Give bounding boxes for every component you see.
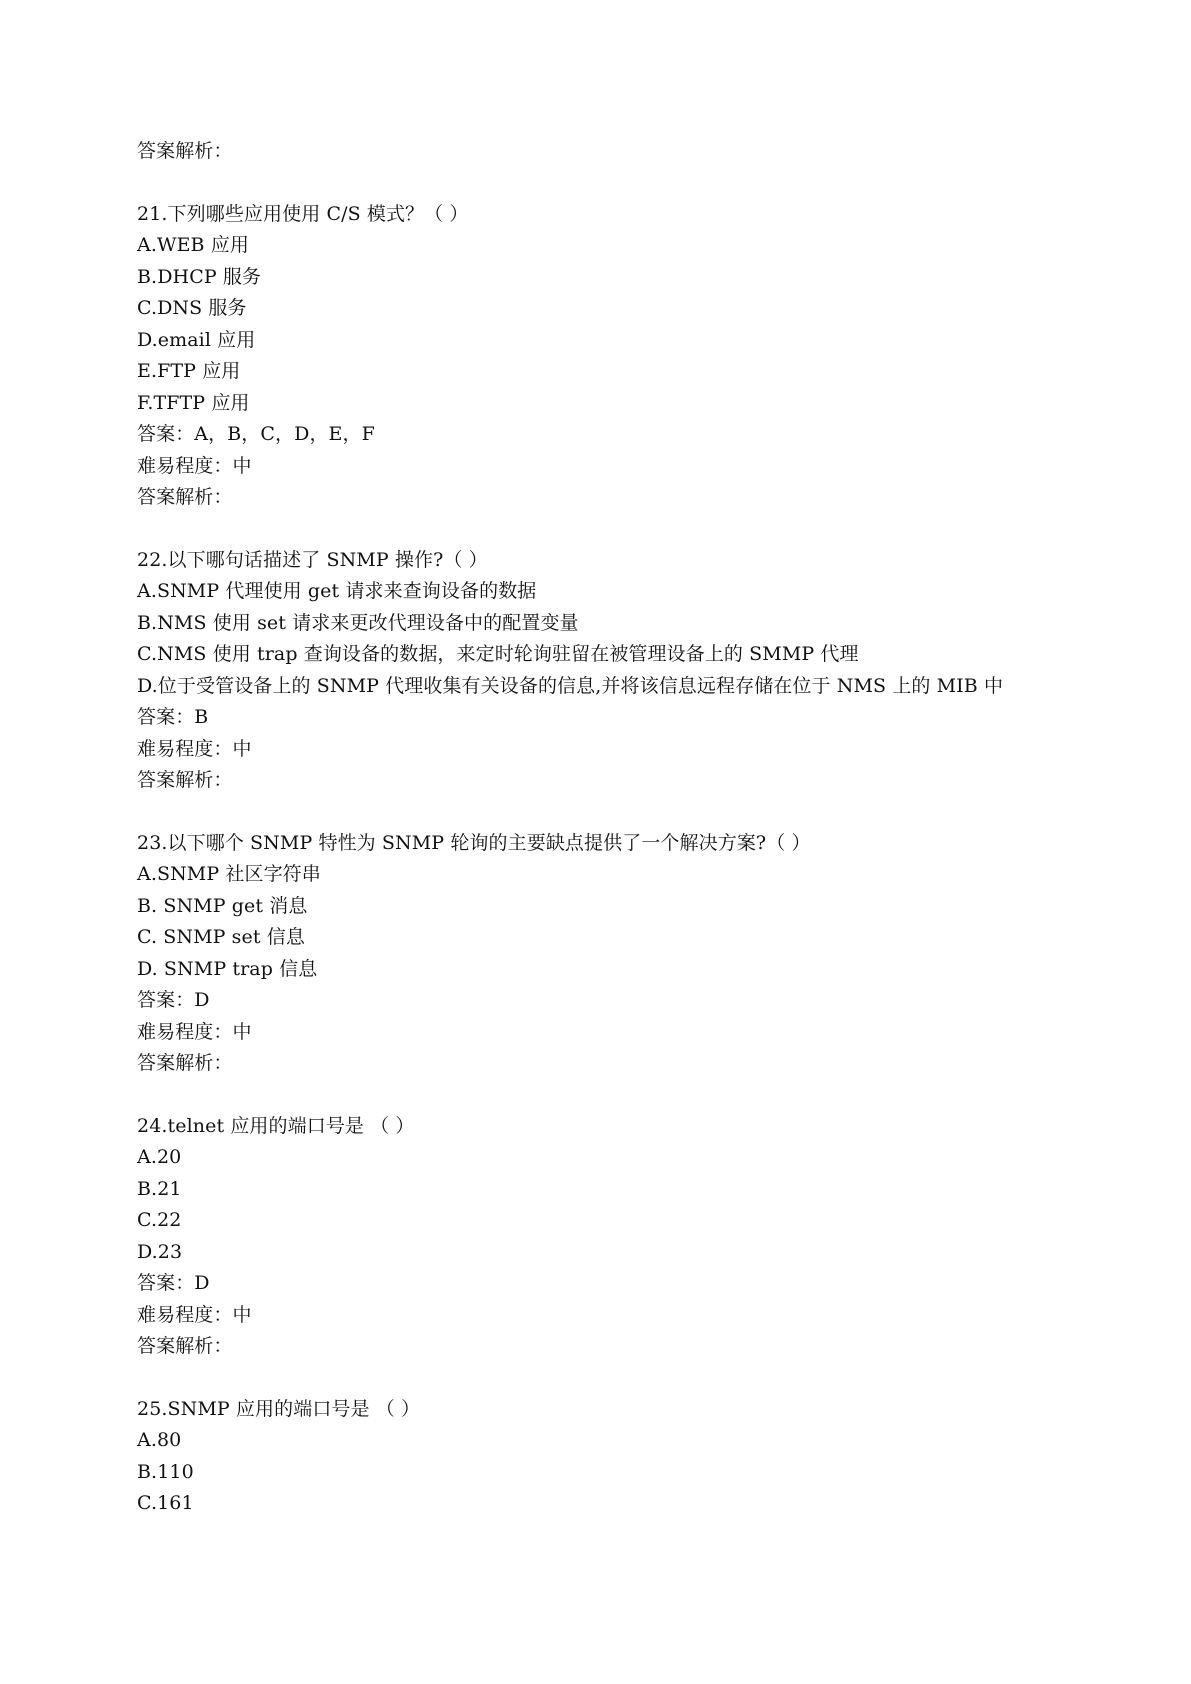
option-a: A.WEB 应用 [137, 234, 249, 256]
option-e: E.FTP 应用 [137, 360, 241, 382]
option-f: F.TFTP 应用 [137, 391, 250, 414]
option-b: B. SNMP get 消息 [137, 894, 308, 917]
option-b: B.21 [137, 1177, 182, 1200]
previous-question-tail [137, 136, 1067, 168]
option-c: C.22 [137, 1209, 182, 1231]
question-23 [137, 828, 1067, 1080]
explanation-label: 答案解析： [137, 1052, 233, 1074]
option-a: A.20 [137, 1146, 182, 1168]
question-25 [137, 1394, 1067, 1520]
option-c: C.NMS 使用 trap 查询设备的数据，来定时轮询驻留在被管理设备上的 SMMP 代理 [137, 643, 859, 665]
page-content [137, 136, 1067, 1520]
question-21 [137, 199, 1067, 514]
explanation-label: 答案解析： [137, 486, 233, 508]
option-a: A.80 [137, 1429, 182, 1451]
question-stem: 21.下列哪些应用使用 C/S 模式？（ ） [137, 202, 469, 225]
option-a: A.SNMP 代理使用 get 请求来查询设备的数据 [137, 580, 537, 602]
option-b: B.NMS 使用 set 请求来更改代理设备中的配置变量 [137, 611, 579, 634]
explanation-label: 答案解析： [137, 140, 233, 162]
option-b: B.110 [137, 1460, 194, 1483]
answer-line: 答案：D [137, 989, 210, 1011]
answer-line: 答案：B [137, 706, 209, 728]
option-b: B.DHCP 服务 [137, 265, 262, 288]
option-d: D.23 [137, 1240, 183, 1263]
question-22 [137, 545, 1067, 797]
question-stem: 22.以下哪句话描述了 SNMP 操作?（ ） [137, 548, 488, 571]
option-d: D.email 应用 [137, 328, 256, 351]
option-c: C.161 [137, 1492, 194, 1514]
difficulty-line: 难易程度：中 [137, 1303, 252, 1326]
option-d: D.位于受管设备上的 SNMP 代理收集有关设备的信息,并将该信息远程存储在位于 NMS 上的 MIB 中 [137, 674, 1004, 697]
answer-line: 答案：D [137, 1272, 210, 1294]
explanation-label: 答案解析： [137, 769, 233, 791]
difficulty-line: 难易程度：中 [137, 1020, 252, 1043]
option-c: C. SNMP set 信息 [137, 926, 305, 948]
question-stem: 25.SNMP 应用的端口号是 （ ） [137, 1397, 421, 1420]
question-stem: 24.telnet 应用的端口号是 （ ） [137, 1114, 415, 1137]
explanation-label: 答案解析： [137, 1335, 233, 1357]
difficulty-line: 难易程度：中 [137, 454, 252, 477]
answer-line: 答案：A，B，C，D，E，F [137, 423, 375, 445]
option-d: D. SNMP trap 信息 [137, 957, 318, 980]
option-a: A.SNMP 社区字符串 [137, 863, 321, 885]
difficulty-line: 难易程度：中 [137, 737, 252, 760]
option-c: C.DNS 服务 [137, 297, 247, 319]
question-24 [137, 1111, 1067, 1363]
question-stem: 23.以下哪个 SNMP 特性为 SNMP 轮询的主要缺点提供了一个解决方案?（ ） [137, 831, 811, 854]
